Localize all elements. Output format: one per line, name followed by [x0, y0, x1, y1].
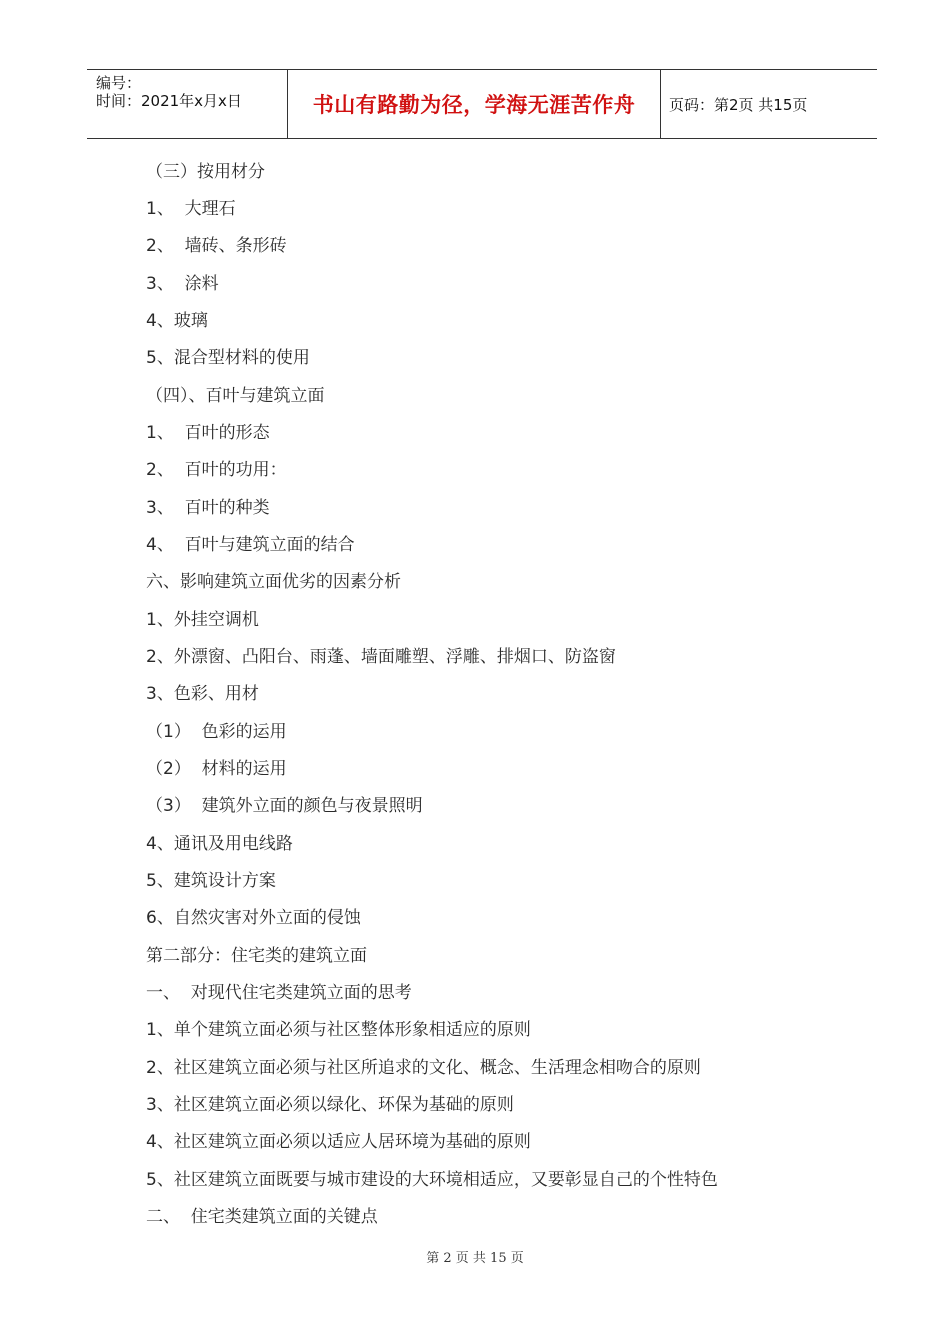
- section-heading: 六、影响建筑立面优劣的因素分析: [146, 572, 401, 592]
- list-item: 4、 百叶与建筑立面的结合: [146, 535, 355, 555]
- list-item: 2、 墙砖、条形砖: [146, 236, 287, 256]
- list-item: （1） 色彩的运用: [146, 722, 287, 742]
- list-item: 1、 大理石: [146, 199, 236, 219]
- list-item: 5、社区建筑立面既要与城市建设的大环境相适应，又要彰显自己的个性特色: [146, 1170, 718, 1190]
- header-page-info: 页码：第2页 共15页: [669, 95, 808, 114]
- section-heading: （四）、百叶与建筑立面: [146, 386, 325, 406]
- section-heading: （三）按用材分: [146, 162, 265, 182]
- list-item: 4、社区建筑立面必须以适应人居环境为基础的原则: [146, 1132, 531, 1152]
- header-page-cell: [661, 70, 877, 138]
- list-item: 2、社区建筑立面必须与社区所追求的文化、概念、生活理念相吻合的原则: [146, 1058, 701, 1078]
- list-item: 6、自然灾害对外立面的侵蚀: [146, 908, 361, 928]
- list-item: 2、 百叶的功用：: [146, 460, 287, 480]
- list-item: 3、 涂料: [146, 274, 219, 294]
- header-motto: 书山有路勤为径，学海无涯苦作舟: [312, 93, 636, 117]
- section-heading: 二、 住宅类建筑立面的关键点: [146, 1207, 378, 1227]
- list-item: 2、外漂窗、凸阳台、雨蓬、墙面雕塑、浮雕、排烟口、防盗窗: [146, 647, 616, 667]
- date-label: 时间：2021年x月x日: [96, 92, 242, 110]
- page-footer: 第 2 页 共 15 页: [426, 1251, 524, 1266]
- header-meta-cell: [87, 70, 288, 138]
- list-item: 3、 百叶的种类: [146, 498, 270, 518]
- section-heading: 一、 对现代住宅类建筑立面的思考: [146, 983, 412, 1003]
- list-item: 1、单个建筑立面必须与社区整体形象相适应的原则: [146, 1020, 531, 1040]
- section-heading: 第二部分：住宅类的建筑立面: [146, 946, 367, 966]
- list-item: 1、外挂空调机: [146, 610, 259, 630]
- header-motto-cell: [288, 70, 661, 138]
- page-header: [87, 69, 877, 139]
- list-item: （2） 材料的运用: [146, 759, 287, 779]
- serial-number-label: 编号：: [96, 74, 142, 92]
- list-item: 4、通讯及用电线路: [146, 834, 293, 854]
- list-item: 3、色彩、用材: [146, 684, 259, 704]
- list-item: 5、建筑设计方案: [146, 871, 276, 891]
- list-item: （3） 建筑外立面的颜色与夜景照明: [146, 796, 423, 816]
- list-item: 1、 百叶的形态: [146, 423, 270, 443]
- list-item: 4、玻璃: [146, 311, 208, 331]
- list-item: 3、社区建筑立面必须以绿化、环保为基础的原则: [146, 1095, 514, 1115]
- list-item: 5、混合型材料的使用: [146, 348, 310, 368]
